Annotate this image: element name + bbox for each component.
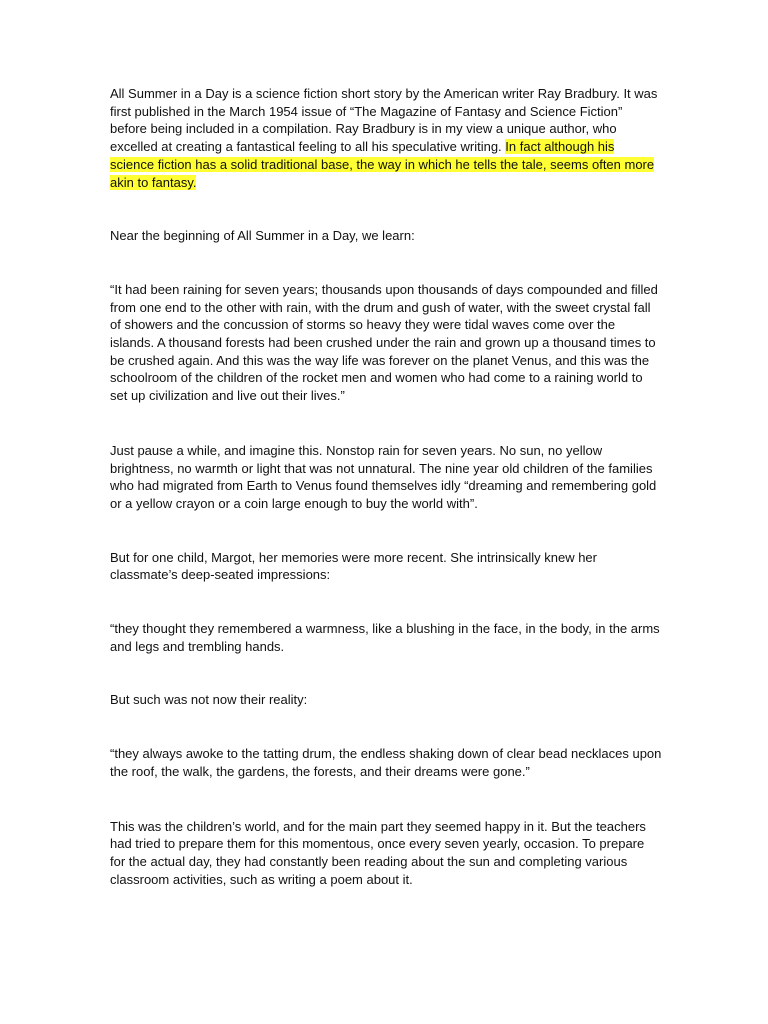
document-body [110,85,662,888]
paragraph-margot: But for one child, Margot, her memories were more recent. She intrinsically knew her classmate’s deep-seated impressions: [110,549,597,583]
paragraph-reality: But such was not now their reality: [110,692,308,708]
paragraph-intro [110,85,662,191]
paragraph-childrens-world: This was the children’s world, and for the main part they seemed happy in it. But the teachers had tried to prepare them for this momentous, once every seven yearly, occasion. To prepare for the actual day, they had constantly been reading about the sun and completing various classroom activities, such as writing a poem about it. [110,818,646,887]
paragraph-imagine: Just pause a while, and imagine this. Nonstop rain for seven years. No sun, no yellow brightness, no warmth or light that was not unnatural. The nine year old children of the families who had migrated from Earth to Venus found themselves idly “dreaming and remembering gold or a yellow crayon or a coin large enough to buy the world with”. [110,442,657,511]
paragraph-quote-rain: “It had been raining for seven years; thousands upon thousands of days compounded and filled from one end to the other with rain, with the drum and gush of water, with the sweet crystal fall of showers and the concussion of storms so heavy they were tidal waves come over the islands. A thousand forests had been crushed under the rain and grown up a thousand times to be crushed again. And this was the way life was forever on the planet Venus, and this was the schoolroom of the children of the rocket men and women who had come to a raining world to set up civilization and live out their lives.” [110,281,658,404]
paragraph-quote-drum: “they always awoke to the tatting drum, the endless shaking down of clear bead necklaces upon the roof, the walk, the gardens, the forests, and their dreams were gone.” [110,746,662,779]
paragraph-lead-in: Near the beginning of All Summer in a Day, we learn: [110,228,415,244]
highlighted-text: In fact although his science fiction has a solid traditional base, the way in which he tells the tale, seems often more akin to fantasy. [110,139,655,190]
paragraph-quote-warmness: “they thought they remembered a warmness, like a blushing in the face, in the body, in the arms and legs and trembling hands. [110,621,660,654]
paragraph-intro-text: All Summer in a Day is a science fiction short story by the American writer Ray Bradbury. It was first published in the March 1954 issue of “The Magazine of Fantasy and Science Fiction” before being included in a compilation. Ray Bradbury is in my view a unique author, who excelled at creating a fantastical feeling to all his speculative writing. [110,86,658,155]
